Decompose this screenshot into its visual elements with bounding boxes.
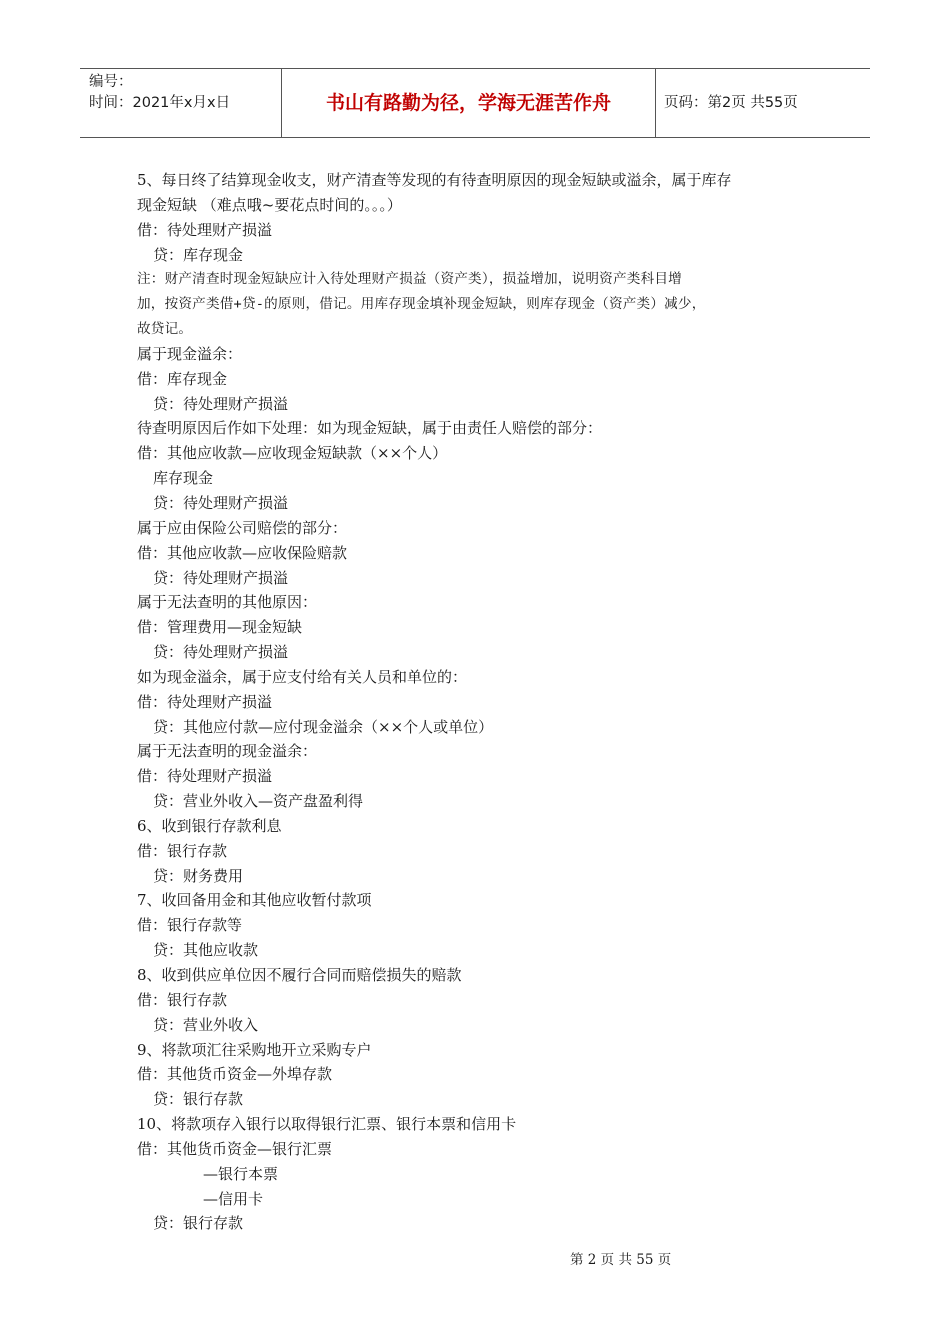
text-line: 现金短缺 （难点哦~要花点时间的。。。） [137,195,402,214]
text-line: 8、收到供应单位因不履行合同而赔偿损失的赔款 [137,966,462,984]
text-line: 借：银行存款 [137,990,228,1009]
text-line: 借：管理费用—现金短缺 [137,618,303,637]
header-page-info: 页码：第2页 共55页 [664,95,798,111]
text-line: 库存现金 [153,469,214,488]
text-line: 待查明原因后作如下处理：如为现金短缺，属于由责任人赔偿的部分： [137,419,603,438]
text-line: 6、收到银行存款利息 [137,816,282,835]
text-line: 借：银行存款 [137,841,228,860]
note-line: 加，按资产类借+贷-的原则，借记。用库存现金填补现金短缺，则库存现金（资产类）减少， [137,296,706,313]
text-line: 贷：营业外收入—资产盘盈利得 [153,792,364,811]
text-line: 借：待处理财产损溢 [137,767,273,786]
text-line: 贷：银行存款 [153,1214,244,1233]
text-line: 借：其他货币资金—外埠存款 [137,1065,333,1084]
text-line: 借：其他应收款—应收现金短缺款（××个人） [137,444,448,463]
text-line: —银行本票 [203,1164,279,1183]
text-line: 贷：营业外收入 [153,1015,259,1034]
page-footer: 第 2 页 共 55 页 [570,1252,672,1268]
text-line: 借：其他应收款—应收保险赔款 [137,543,348,562]
text-line: —信用卡 [203,1189,264,1208]
note-line: 注：财产清查时现金短缺应计入待处理财产损益（资产类），损益增加，说明资产类科目增 [137,271,682,288]
header-motto: 书山有路勤为径，学海无涯苦作舟 [282,69,656,137]
text-line: 属于应由保险公司赔偿的部分： [137,518,348,537]
text-line: 属于现金溢余： [137,344,243,363]
text-line: 借：待处理财产损溢 [137,692,273,711]
text-line: 属于无法查明的现金溢余： [137,742,318,761]
text-line: 借：待处理财产损溢 [137,220,273,239]
doc-date: 时间：2021年x月x日 [89,95,231,111]
text-line: 属于无法查明的其他原因： [137,593,318,612]
text-line: 借：其他货币资金—银行汇票 [137,1139,333,1158]
document-header [80,68,870,138]
document-body [137,168,837,1236]
text-line: 贷：待处理财产损溢 [153,643,289,662]
text-line: 借：库存现金 [137,369,228,388]
text-line: 如为现金溢余，属于应支付给有关人员和单位的： [137,667,468,686]
text-line: 5、每日终了结算现金收支，财产清查等发现的有待查明原因的现金短缺或溢余，属于库存 [137,171,732,189]
note-line: 故贷记。 [137,321,193,338]
text-line: 贷：库存现金 [153,245,244,264]
text-line: 10、将款项存入银行以取得银行汇票、银行本票和信用卡 [137,1115,517,1134]
text-line: 贷：待处理财产损溢 [153,493,289,512]
text-line: 贷：财务费用 [153,866,244,885]
text-line: 贷：银行存款 [153,1090,244,1109]
text-line: 借：银行存款等 [137,916,243,935]
text-line: 9、将款项汇往采购地开立采购专户 [137,1040,372,1059]
text-line: 贷：待处理财产损溢 [153,394,289,413]
header-meta [80,69,282,137]
text-line: 贷：其他应收款 [153,941,259,960]
text-line: 7、收回备用金和其他应收暂付款项 [137,891,372,910]
text-line: 贷：其他应付款—应付现金溢余（××个人或单位） [153,717,494,736]
doc-number-label: 编号： [89,74,133,90]
text-line: 贷：待处理财产损溢 [153,568,289,587]
